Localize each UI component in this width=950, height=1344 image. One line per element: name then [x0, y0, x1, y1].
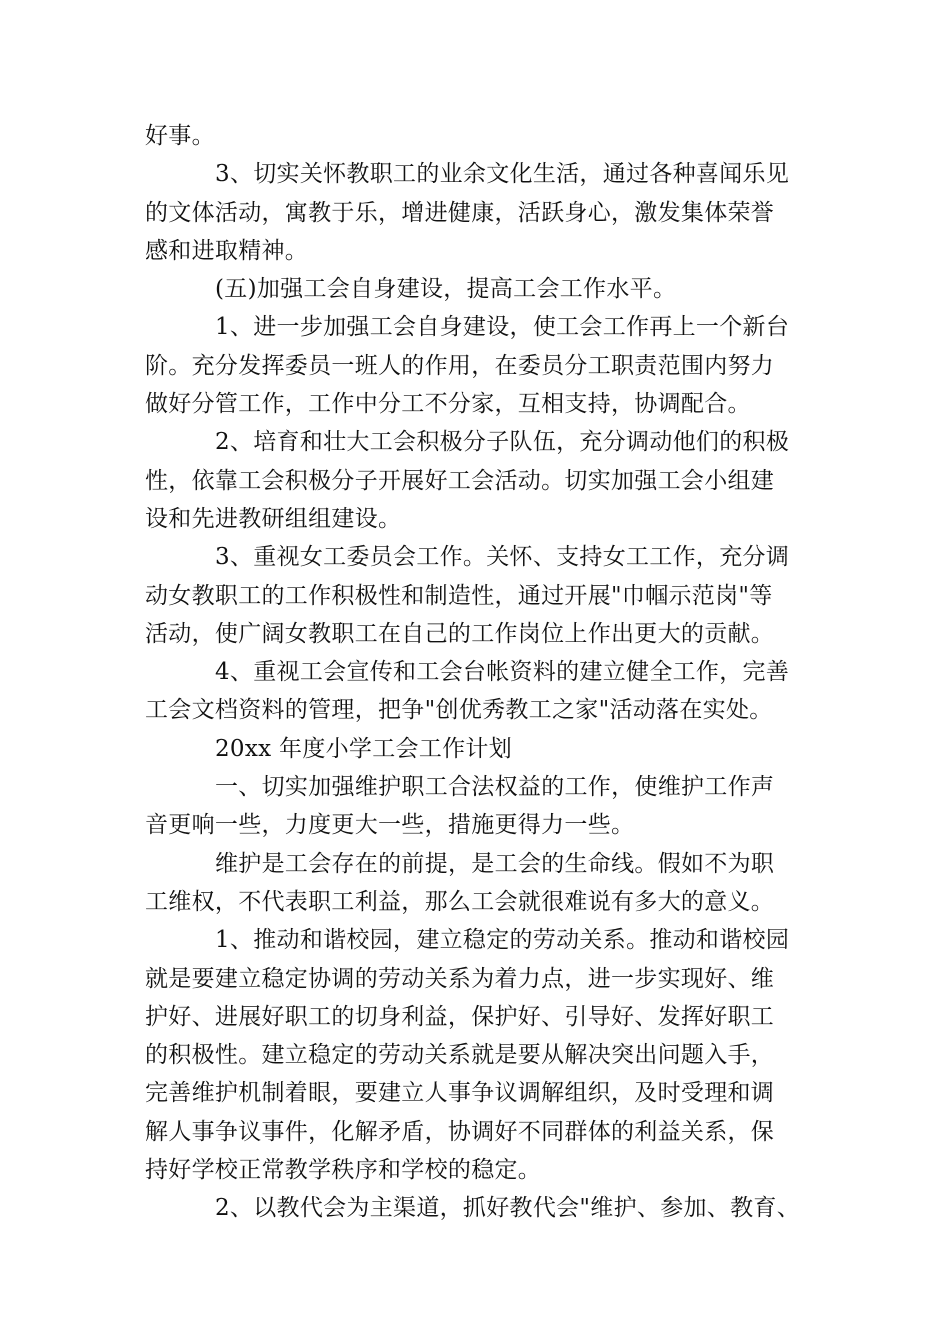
- text-line: 1、推动和谐校园，建立稳定的劳动关系。推动和谐校园: [215, 927, 790, 954]
- text-line: 的积极性。建立稳定的劳动关系就是要从解决突出问题入手，: [145, 1042, 775, 1069]
- text-line: 维护是工会存在的前提，是工会的生命线。假如不为职: [215, 850, 775, 877]
- text-line: 做好分管工作，工作中分工不分家，互相支持，协调配合。: [145, 391, 751, 418]
- text-line: 工会文档资料的管理，把争"创优秀教工之家"活动落在实处。: [145, 697, 773, 724]
- text-line: 活动，使广阔女教职工在自己的工作岗位上作出更大的贡献。: [145, 620, 775, 647]
- text-line: 2、培育和壮大工会积极分子队伍，充分调动他们的积极: [215, 429, 790, 456]
- text-line: 护好、进展好职工的切身利益，保护好、引导好、发挥好职工: [145, 1003, 775, 1030]
- text-line: 解人事争议事件，化解矛盾，协调好不同群体的利益关系，保: [145, 1118, 775, 1145]
- text-line: 完善维护机制着眼，要建立人事争议调解组织，及时受理和调: [145, 1080, 775, 1107]
- text-line: 工维权，不代表职工利益，那么工会就很难说有多大的意义。: [145, 888, 775, 915]
- text-line: 设和先进教研组组建设。: [145, 505, 402, 532]
- document-body: [145, 117, 807, 1228]
- text-line: 就是要建立稳定协调的劳动关系为着力点，进一步实现好、维: [145, 965, 775, 992]
- text-line: 3、重视女工委员会工作。关怀、支持女工工作，充分调: [215, 544, 790, 571]
- text-line: 一、切实加强维护职工合法权益的工作，使维护工作声: [215, 774, 775, 801]
- text-line: 3、切实关怀教职工的业余文化生活，通过各种喜闻乐见: [215, 161, 790, 188]
- text-line: 持好学校正常教学秩序和学校的稳定。: [145, 1157, 542, 1184]
- text-line: 好事。: [145, 123, 215, 149]
- text-line: 20xx 年度小学工会工作计划: [215, 735, 513, 762]
- text-line: 动女教职工的工作积极性和制造性，通过开展"巾帼示范岗"等: [145, 582, 773, 609]
- text-line: 阶。充分发挥委员一班人的作用，在委员分工职责范围内努力: [145, 352, 775, 379]
- text-line: 感和进取精神。: [145, 237, 309, 264]
- text-line: 4、重视工会宣传和工会台帐资料的建立健全工作，完善: [215, 659, 790, 686]
- text-line: 音更响一些，力度更大一些，措施更得力一些。: [145, 812, 635, 839]
- text-line: 2、以教代会为主渠道，抓好教代会"维护、参加、教育、: [215, 1195, 801, 1222]
- text-line: 1、进一步加强工会自身建设，使工会工作再上一个新台: [215, 314, 790, 341]
- text-line: 的文体活动，寓教于乐，增进健康，活跃身心，激发集体荣誉: [145, 199, 775, 226]
- text-line: (五)加强工会自身建设，提高工会工作水平。: [215, 276, 677, 303]
- text-line: 性，依靠工会积极分子开展好工会活动。切实加强工会小组建: [145, 467, 775, 494]
